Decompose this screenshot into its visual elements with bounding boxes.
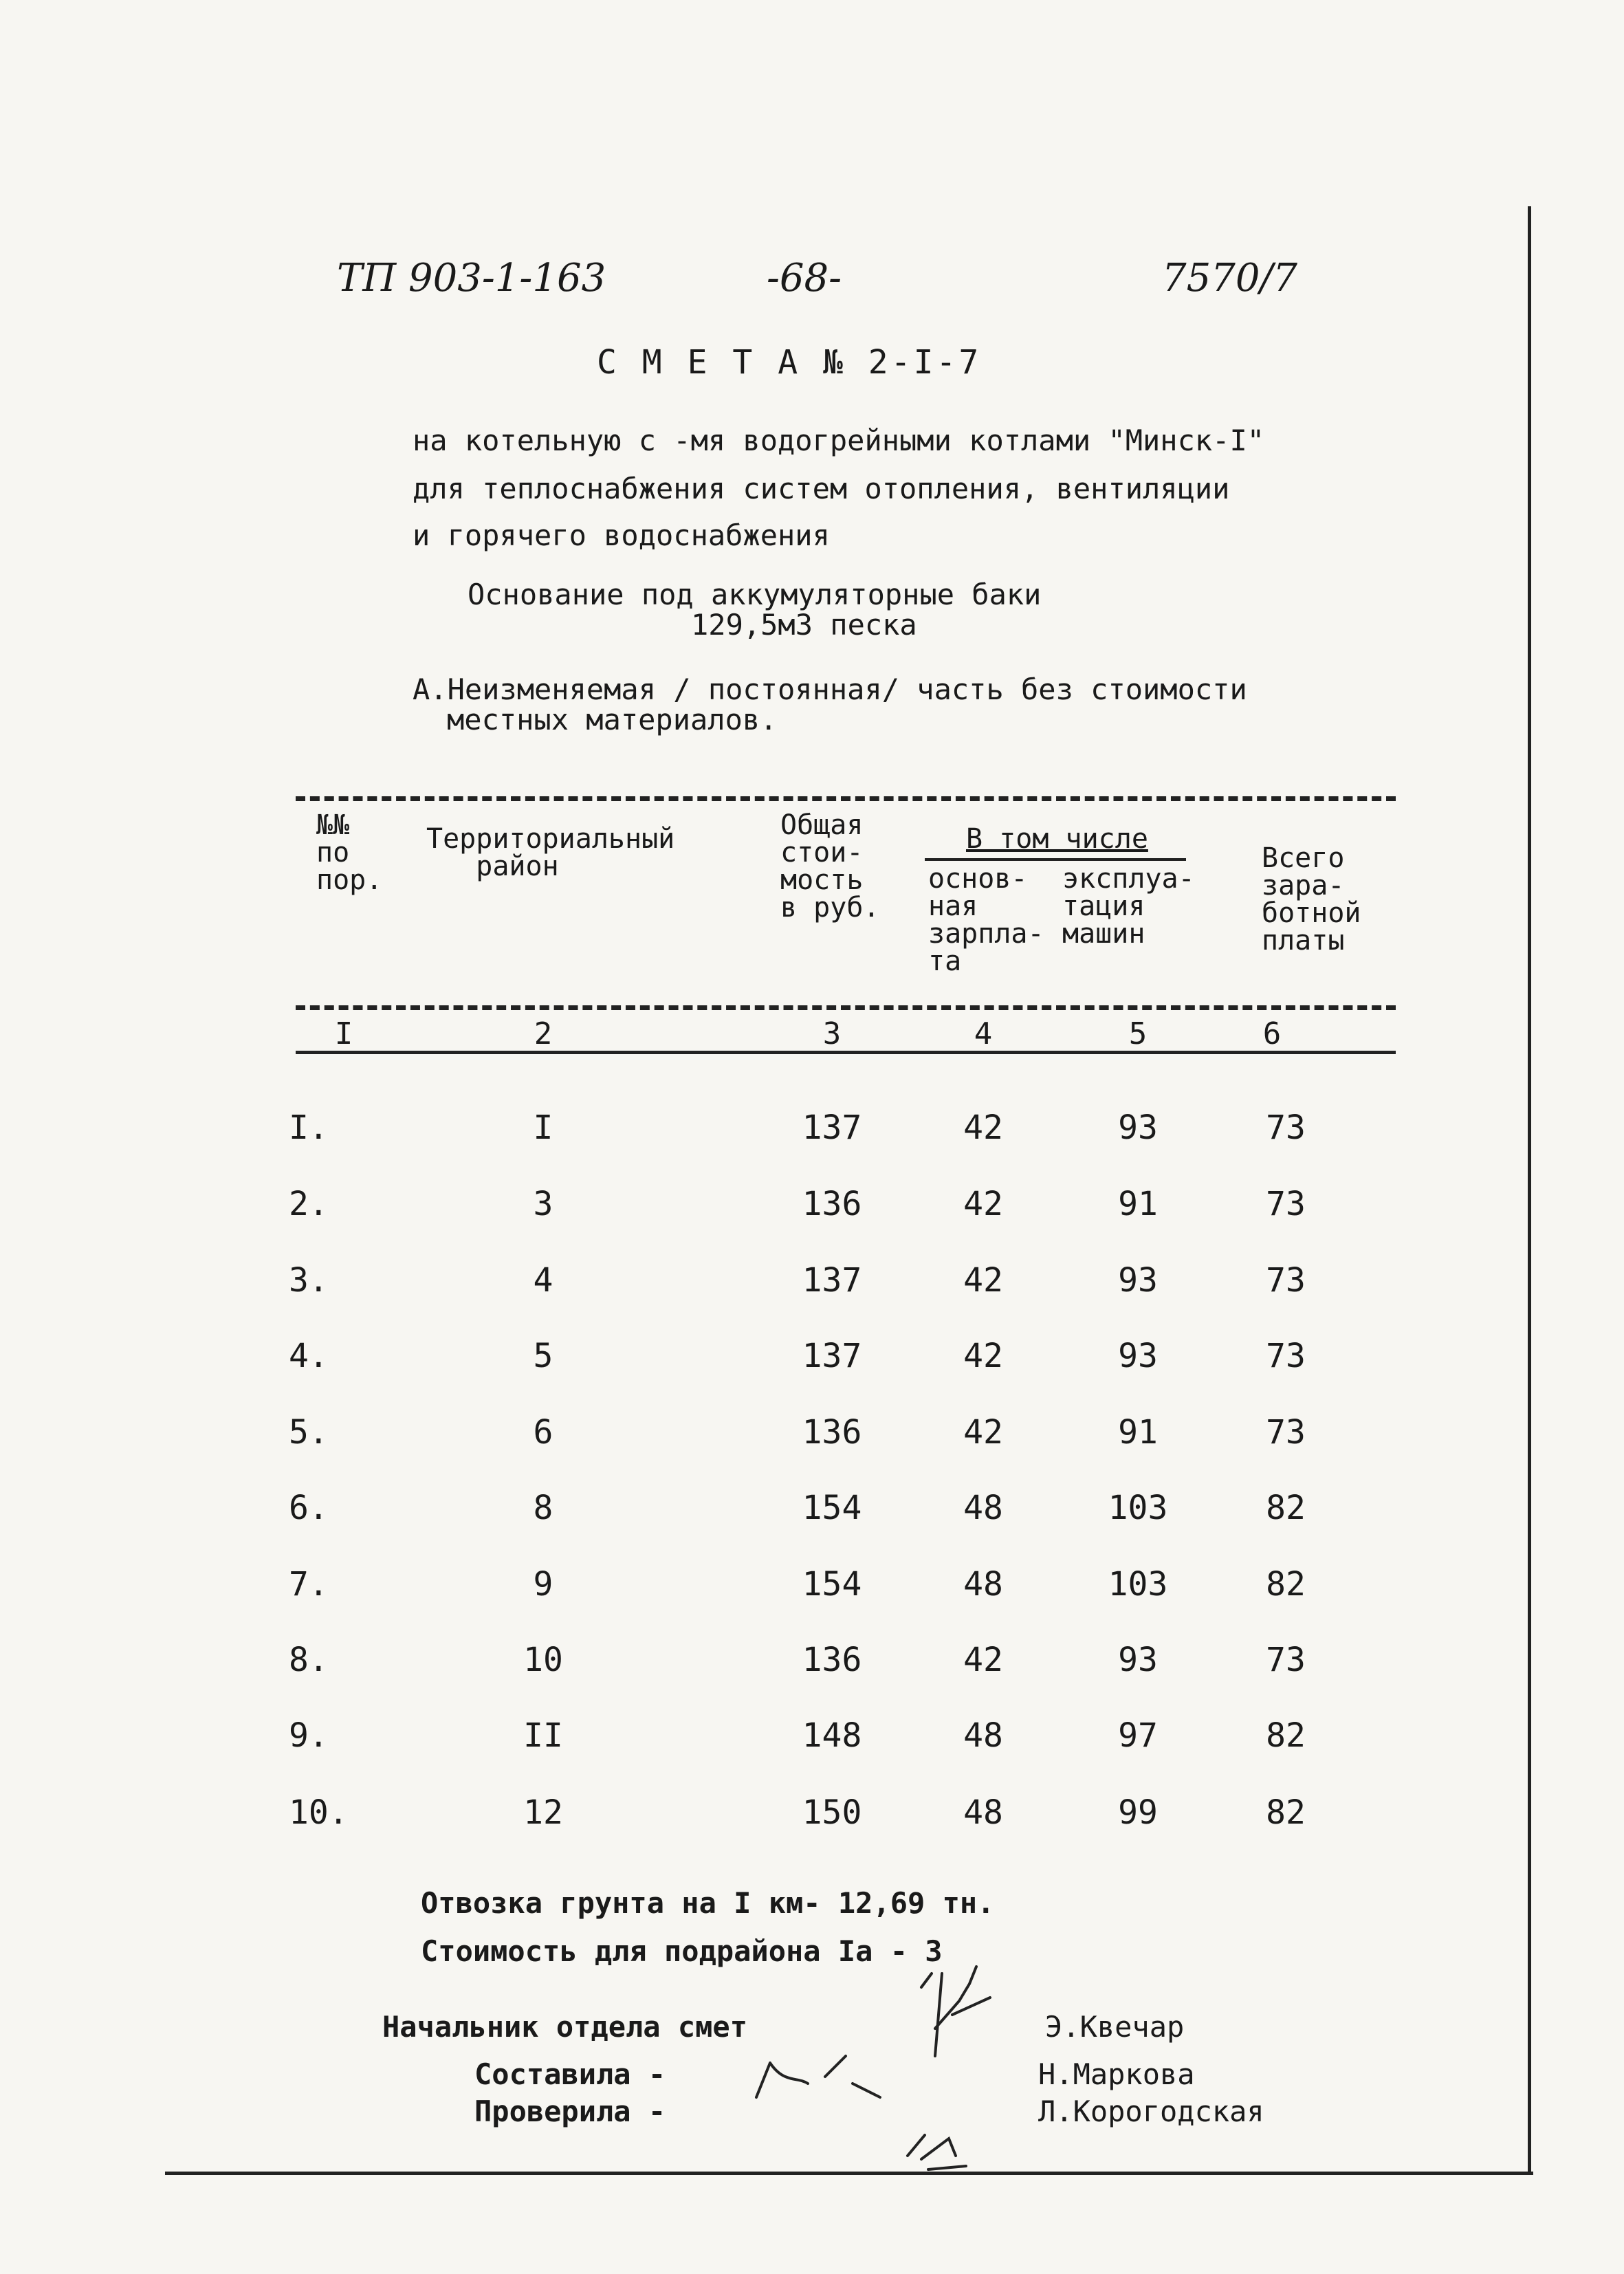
- base-wage-cell: 42: [963, 1337, 1003, 1375]
- header-base-wage: основ- ная зарпла- та: [928, 863, 1044, 977]
- column-number-2: 2: [534, 1016, 553, 1051]
- doc-code: ТП 903-1-163: [337, 256, 606, 300]
- base-wage-cell: 48: [963, 1793, 1003, 1832]
- base-wage-cell: 42: [963, 1185, 1003, 1223]
- total-cost-cell: 136: [802, 1413, 862, 1452]
- column-number-6: 6: [1262, 1016, 1282, 1051]
- row-number: 6.: [289, 1489, 329, 1527]
- base-wage-cell: 42: [963, 1641, 1003, 1679]
- group-underline: [925, 858, 1186, 861]
- row-number: 2.: [289, 1185, 329, 1223]
- note-subregion-cost: Стоимость для подрайона Iа - 3: [421, 1934, 943, 1968]
- table-top-rule: [296, 796, 1396, 801]
- machines-cell: 103: [1108, 1565, 1168, 1604]
- region-cell: II: [523, 1716, 563, 1755]
- machines-cell: 91: [1118, 1185, 1158, 1223]
- base-wage-cell: 48: [963, 1489, 1003, 1527]
- all-wages-cell: 73: [1266, 1261, 1306, 1300]
- all-wages-cell: 73: [1266, 1641, 1306, 1679]
- region-cell: I: [533, 1108, 553, 1147]
- header-region: Территориальный район: [426, 823, 675, 882]
- frame-bottom-line: [165, 2172, 1533, 2175]
- machines-cell: 93: [1118, 1108, 1158, 1147]
- total-cost-cell: 136: [802, 1641, 862, 1679]
- subject-line-2: 129,5м3 песка: [691, 608, 917, 642]
- region-cell: 5: [533, 1337, 553, 1375]
- region-cell: 6: [533, 1413, 553, 1452]
- total-cost-cell: 137: [802, 1337, 862, 1375]
- total-cost-cell: 154: [802, 1565, 862, 1604]
- compiled-signature-scribble: [743, 2035, 908, 2111]
- all-wages-cell: 82: [1266, 1489, 1306, 1527]
- column-number-rule: [296, 1051, 1396, 1054]
- all-wages-cell: 82: [1266, 1716, 1306, 1755]
- all-wages-cell: 73: [1266, 1185, 1306, 1223]
- total-cost-cell: 150: [802, 1793, 862, 1832]
- title-line-3: и горячего водоснабжения: [413, 518, 830, 552]
- section-line-2: местных материалов.: [447, 703, 778, 736]
- row-number: 5.: [289, 1413, 329, 1452]
- header-bottom-rule: [296, 1005, 1396, 1010]
- row-number: 9.: [289, 1716, 329, 1755]
- header-number: №№ по пор.: [316, 809, 383, 896]
- chief-label: Начальник отдела смет: [382, 2010, 748, 2044]
- header-all-wages: Всего зара- ботной платы: [1262, 842, 1361, 956]
- region-cell: 9: [533, 1565, 553, 1604]
- region-cell: 12: [523, 1793, 563, 1832]
- compiled-label: Составила -: [474, 2057, 666, 2091]
- base-wage-cell: 42: [963, 1261, 1003, 1300]
- total-cost-cell: 148: [802, 1716, 862, 1755]
- header-machines: эксплуа- тация машин: [1062, 863, 1195, 950]
- subject-line-1: Основание под аккумуляторные баки: [468, 578, 1042, 611]
- total-cost-cell: 154: [802, 1489, 862, 1527]
- base-wage-cell: 42: [963, 1108, 1003, 1147]
- column-number-4: 4: [974, 1016, 993, 1051]
- all-wages-cell: 73: [1266, 1108, 1306, 1147]
- total-cost-cell: 137: [802, 1261, 862, 1300]
- checked-name: Л.Корогодская: [1038, 2095, 1264, 2128]
- machines-cell: 93: [1118, 1261, 1158, 1300]
- chief-signature-scribble: [894, 1960, 1018, 2070]
- row-number: I.: [289, 1108, 329, 1147]
- all-wages-cell: 73: [1266, 1413, 1306, 1452]
- machines-cell: 93: [1118, 1337, 1158, 1375]
- machines-cell: 103: [1108, 1489, 1168, 1527]
- sheet-code: 7570/7: [1162, 256, 1298, 300]
- header-total-cost: Общая стои- мость в руб.: [780, 809, 880, 923]
- region-cell: 3: [533, 1185, 553, 1223]
- all-wages-cell: 82: [1266, 1793, 1306, 1832]
- note-soil-removal: Отвозка грунта на I км- 12,69 тн.: [421, 1886, 995, 1920]
- all-wages-cell: 73: [1266, 1337, 1306, 1375]
- machines-cell: 93: [1118, 1641, 1158, 1679]
- checked-label: Проверила -: [474, 2095, 666, 2128]
- header-group-including: В том числе: [966, 823, 1148, 855]
- column-number-1: I: [334, 1016, 353, 1051]
- estimate-heading: С М Е Т А № 2-I-7: [597, 343, 982, 382]
- region-cell: 8: [533, 1489, 553, 1527]
- base-wage-cell: 42: [963, 1413, 1003, 1452]
- total-cost-cell: 136: [802, 1185, 862, 1223]
- row-number: 10.: [289, 1793, 349, 1832]
- title-line-1: на котельную с -мя водогрейными котлами "Минск-I": [413, 424, 1265, 457]
- region-cell: 10: [523, 1641, 563, 1679]
- chief-name: Э.Квечар: [1045, 2010, 1185, 2044]
- column-number-5: 5: [1128, 1016, 1148, 1051]
- row-number: 3.: [289, 1261, 329, 1300]
- machines-cell: 97: [1118, 1716, 1158, 1755]
- row-number: 8.: [289, 1641, 329, 1679]
- row-number: 7.: [289, 1565, 329, 1604]
- base-wage-cell: 48: [963, 1565, 1003, 1604]
- machines-cell: 91: [1118, 1413, 1158, 1452]
- base-wage-cell: 48: [963, 1716, 1003, 1755]
- page-number: -68-: [767, 256, 842, 300]
- region-cell: 4: [533, 1261, 553, 1300]
- total-cost-cell: 137: [802, 1108, 862, 1147]
- frame-right-line: [1528, 206, 1531, 2173]
- section-line-1: А.Неизменяемая / постоянная/ часть без стоимости: [413, 673, 1247, 706]
- all-wages-cell: 82: [1266, 1565, 1306, 1604]
- column-number-3: 3: [822, 1016, 842, 1051]
- machines-cell: 99: [1118, 1793, 1158, 1832]
- title-line-2: для теплоснабжения систем отопления, вентиляции: [413, 472, 1230, 505]
- row-number: 4.: [289, 1337, 329, 1375]
- checked-signature-scribble: [901, 2118, 983, 2173]
- compiled-name: Н.Маркова: [1038, 2057, 1195, 2091]
